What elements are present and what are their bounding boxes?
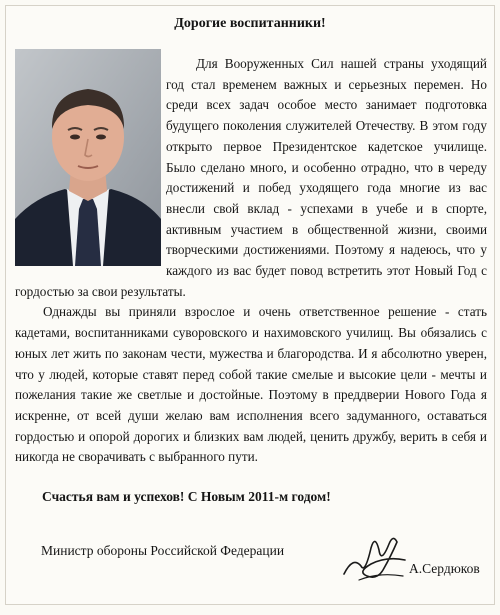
letter-body (15, 54, 487, 468)
photo-wrap-spacer (15, 54, 166, 262)
letter-page (5, 5, 495, 605)
handwritten-signature (339, 526, 409, 586)
letter-paragraph-1: Для Вооруженных Сил нашей страны уходящий год стал временем важных и серьезных перемен. Но среди всех задач особое место занимает подготовка будущего поколения служителей Отечеству. В этом году открыто первое Президентское кадетское училище. Было сделано много, и особенно отрадно, что в череду достижений и побед уходящего года многие из вас внесли свой вклад - успехами в учебе и в спорте, активным участием в общественной жизни, своими творческими достижениями. Поэтому я надеюсь, что у каждого из вас будет повод встретить этот Новый Год с гордостью за свои результаты. (15, 56, 487, 299)
signer-position: Министр обороны Российской Федерации (41, 543, 285, 558)
letter-paragraph-2: Однажды вы приняли взрослое и очень ответственное решение - стать кадетами, воспитанниками суворовского и нахимовского училищ. Вы обязались с юных лет жить по законам чести, мужества и благородства. И я абсолютно уверен, что у людей, которые ставят перед собой такие смелые и высокие цели - мечты и пожелания такие же светлые и достойные. Поэтому в преддверии Нового Года я искренне, от всей души желаю вам исполнения всего задуманного, оставаться гордостью и опорой дорогих и близких вам людей, ценить дружбу, верить в себя и никогда не сворачивать с выбранного пути. (15, 304, 487, 465)
letter-title: Дорогие воспитанники! (174, 16, 326, 31)
signer-name: А.Сердюков (409, 561, 480, 576)
new-year-wish: Счастья вам и успехов! С Новым 2011-м годом! (42, 489, 331, 504)
